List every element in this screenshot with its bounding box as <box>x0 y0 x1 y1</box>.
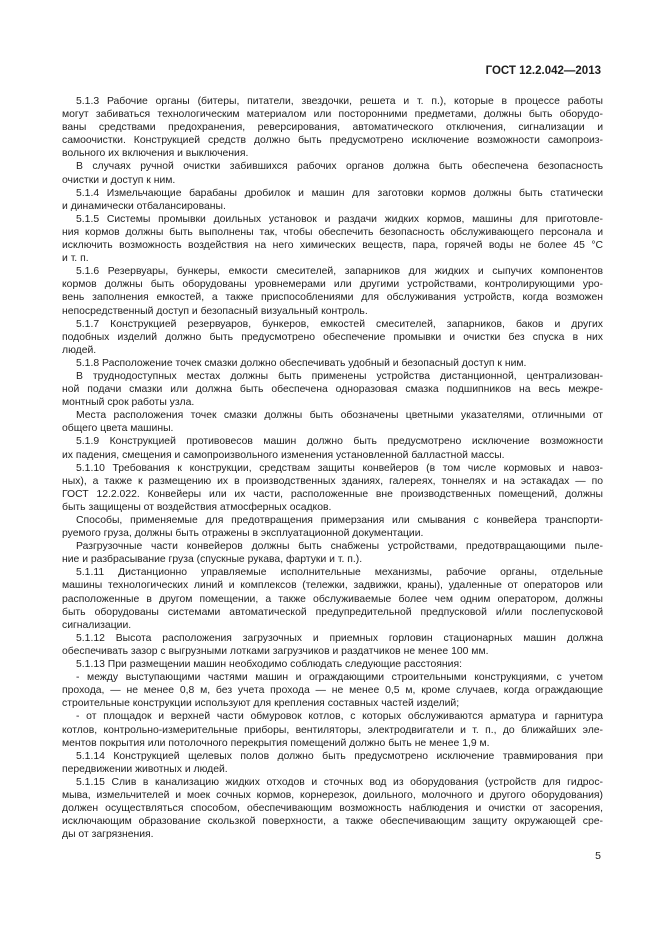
text-line: 5.1.10 Требования к конструкции, средствам защиты конвейеров (в том числе кормовых и навоз- <box>76 462 603 474</box>
text-line: обеспечивать зазор с выгрузными лотками загрузчиков и раздатчиков не менее 100 мм. <box>62 645 489 657</box>
paragraph <box>62 632 603 658</box>
text-line: машины технологических линий и комплексов (тележки, задвижки, краны), удаленные от операторов или <box>62 580 603 592</box>
text-line: ментов покрытия или потолочного перекрытия помещений должно быть не менее 1,9 м. <box>62 737 490 749</box>
text-line: и т. п. <box>62 253 89 265</box>
paragraph <box>62 776 603 841</box>
text-line: передвижении животных и людей. <box>62 763 228 775</box>
text-line: 5.1.7 Конструкцией резервуаров, бункеров, емкостей смесителей, запарников, баков и других <box>76 318 603 330</box>
text-line: ГОСТ 12.2.022. Конвейеры или их части, расположенные вне производственных помещений, должны <box>62 488 603 500</box>
text-line: расположенные в другом помещении, а также обслуживаемые более чем одним оператором, должны <box>62 593 603 605</box>
text-line: вень заполнения емкостей, а также приспособлениями для обслуживания устройств, когда возможен <box>62 292 603 304</box>
text-line: должен осуществляться способом, обеспечивающим возможность наблюдения и очистки от засорения, <box>62 803 603 815</box>
text-line: 5.1.12 Высота расположения загрузочных и приемных горловин стационарных машин должна <box>76 632 603 644</box>
paragraph <box>62 710 603 749</box>
text-line: самоочистки. Конструкцией средств должно быть предусмотрено исключение возможности самопроиз- <box>62 135 603 147</box>
text-line: ды от загрязнения. <box>62 829 154 841</box>
text-line: В труднодоступных местах должны быть применены устройства дистанционной, централизован- <box>76 370 603 382</box>
text-line: - от площадок и верхней части обмуровок котлов, с которых обслуживаются арматура и гарнитура <box>76 711 603 723</box>
text-line: ния кормов должны быть выполнены так, чтобы обеспечить безопасность обслуживающего персонала и <box>62 226 603 238</box>
text-line: кормов должны быть оборудованы уровнемерами или другими устройствами, контролирующими уро- <box>62 279 603 291</box>
text-line: общего цвета машины. <box>62 423 174 435</box>
text-line: котлов, контрольно-измерительные приборы, вентиляторы, электродвигатели и т. п., до ближайших эле- <box>62 724 603 736</box>
text-line: исключить возможность воздействия на него химических веществ, пара, горячей воды не более 45 °С <box>62 240 603 252</box>
document-body <box>62 95 603 841</box>
text-line: людей. <box>62 344 97 356</box>
text-line: сигнализации. <box>62 619 132 631</box>
text-line: мыва, измельчителей и моек сочных кормов, корнерезок, доильного, молочного и другого оборудования) <box>62 789 603 801</box>
text-line: 5.1.4 Измельчающие барабаны дробилок и машин для заготовки кормов должны быть статически <box>76 187 603 199</box>
paragraph <box>62 160 603 186</box>
text-line: 5.1.6 Резервуары, бункеры, емкости смесителей, запарников для жидких и сыпучих компонентов <box>76 266 603 278</box>
text-line: быть оборудованы системами автоматической предупредительной предпусковой и/или послепусковой <box>62 606 603 618</box>
text-line: Места расположения точек смазки должны быть обозначены цветными указателями, отличными от <box>76 410 603 422</box>
paragraph <box>62 671 603 710</box>
paragraph <box>62 265 603 317</box>
page-number: 5 <box>595 850 601 862</box>
text-line: быть защищены от воздействия атмосферных осадков. <box>62 501 332 513</box>
text-line: 5.1.8 Расположение точек смазки должно обеспечивать удобный и безопасный доступ к ним. <box>76 357 527 369</box>
paragraph <box>62 566 603 631</box>
text-line: ной подачи смазки или должна быть обеспечена одноразовая смазка подшипников на весь межре- <box>62 384 603 396</box>
text-line: 5.1.9 Конструкцией противовесов машин должно быть предусмотрено исключение возможности <box>76 436 603 448</box>
text-line: ваны средствами предохранения, реверсирования, автоматического отключения, сигнализации и <box>62 122 603 134</box>
paragraph <box>62 658 603 671</box>
text-line: 5.1.11 Дистанционно управляемые исполнительные механизмы, рабочие органы, отдельные <box>76 567 603 579</box>
text-line: исключающим образование скользкой поверхности, а также обеспечивающим защиту окружающей сре- <box>62 816 603 828</box>
text-line: Способы, применяемые для предотвращения примерзания или смывания с конвейера транспорти- <box>76 515 603 526</box>
paragraph <box>62 409 603 435</box>
text-line: В случаях ручной очистки забившихся рабочих органов должна быть обеспечена безопасность <box>76 161 603 173</box>
paragraph <box>62 95 603 160</box>
paragraph <box>62 540 603 566</box>
text-line: монтный срок работы узла. <box>62 397 195 409</box>
paragraph <box>62 370 603 409</box>
text-line: руемого груза, должны быть отражены в эксплуатационной документации. <box>62 528 424 540</box>
text-line: 5.1.15 Слив в канализацию жидких отходов и сточных вод из оборудования (устройств для гидрос- <box>76 776 603 788</box>
paragraph <box>62 750 603 776</box>
text-line: ние и разбрасывание груза (спускные рукава, фартуки и т. п.). <box>62 554 363 566</box>
paragraph <box>62 435 603 461</box>
text-line: - между выступающими частями машин и ограждающими строительными конструкциями, с учетом <box>76 672 603 684</box>
text-line: Разгрузочные части конвейеров должны быть снабжены устройствами, предотвращающими пыле- <box>76 541 603 553</box>
text-line: и динамически отбалансированы. <box>62 200 226 212</box>
text-line: их падения, смещения и самопроизвольного изменения установленной балластной массы. <box>62 449 505 461</box>
text-line: могут забиваться технологическим материалом или посторонними предметами, должны быть оборудо- <box>62 109 603 121</box>
text-line: вольного их включения и выключения. <box>62 148 249 160</box>
text-line: строительные конструкции используют для крепления составных частей изделий; <box>62 698 460 710</box>
paragraph <box>62 318 603 357</box>
paragraph <box>62 514 603 540</box>
text-line: ных), а также к размещению их в производственных зданиях, галереях, тоннелях и на эстакадах — по <box>62 475 603 487</box>
paragraph <box>62 462 603 514</box>
text-line: 5.1.14 Конструкцией щелевых полов должно быть предусмотрено исключение травмирования при <box>76 750 603 762</box>
document-standard-header: ГОСТ 12.2.042—2013 <box>485 65 601 77</box>
text-line: прохода, — не менее 0,8 м, без учета прохода — не менее 0,5 м, кроме случаев, когда ограждающие <box>62 685 603 697</box>
paragraph <box>62 187 603 213</box>
paragraph <box>62 213 603 265</box>
text-line: подобных изделий должно быть предусмотрено обеспечение промывки и очистки без спуска в них <box>62 331 603 343</box>
text-line: 5.1.13 При размещении машин необходимо соблюдать следующие расстояния: <box>76 659 462 671</box>
paragraph <box>62 357 603 370</box>
text-line: непосредственный доступ и безопасный визуальный контроль. <box>62 305 368 317</box>
text-line: 5.1.5 Системы промывки доильных установок и раздачи жидких кормов, машины для приготовле- <box>76 213 603 225</box>
text-line: очистки и доступ к ним. <box>62 174 176 186</box>
text-line: 5.1.3 Рабочие органы (битеры, питатели, звездочки, решета и т. п.), которые в процессе работы <box>76 96 603 107</box>
